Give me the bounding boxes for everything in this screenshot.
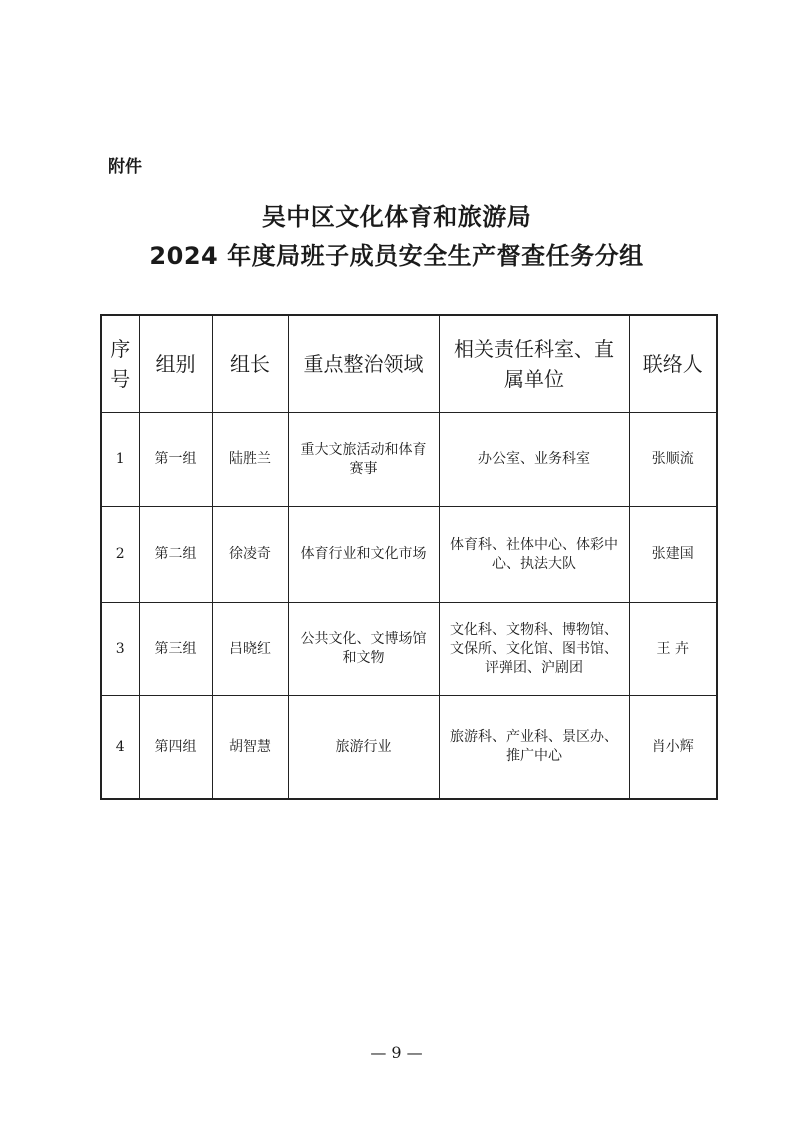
table-row: [101, 603, 717, 696]
cell-group: 第三组: [139, 603, 212, 696]
cell-leader: 胡智慧: [212, 696, 288, 800]
cell-group: 第四组: [139, 696, 212, 800]
header-area: 重点整治领域: [288, 315, 439, 413]
cell-area: 体育行业和文化市场: [288, 507, 439, 603]
cell-units: 旅游科、产业科、景区办、推广中心: [439, 696, 629, 800]
cell-area: 重大文旅活动和体育赛事: [288, 413, 439, 507]
cell-contact: 王 卉: [629, 603, 717, 696]
cell-area: 公共文化、文博场馆和文物: [288, 603, 439, 696]
table-row: [101, 413, 717, 507]
cell-seq: 3: [101, 603, 139, 696]
cell-units: 文化科、文物科、博物馆、文保所、文化馆、图书馆、评弹团、沪剧团: [439, 603, 629, 696]
cell-seq: 4: [101, 696, 139, 800]
header-contact: 联络人: [629, 315, 717, 413]
table-header-row: [101, 315, 717, 413]
cell-area: 旅游行业: [288, 696, 439, 800]
cell-contact: 张建国: [629, 507, 717, 603]
cell-contact: 肖小辉: [629, 696, 717, 800]
cell-leader: 吕晓红: [212, 603, 288, 696]
cell-seq: 1: [101, 413, 139, 507]
task-group-table: [100, 314, 718, 800]
table-row: [101, 696, 717, 800]
cell-group: 第一组: [139, 413, 212, 507]
document-title-line2: 2024 年度局班子成员安全生产督查任务分组: [149, 242, 644, 270]
cell-contact: 张顺流: [629, 413, 717, 507]
header-leader: 组长: [212, 315, 288, 413]
header-group: 组别: [139, 315, 212, 413]
header-seq: 序号: [101, 315, 139, 413]
table-row: [101, 507, 717, 603]
cell-group: 第二组: [139, 507, 212, 603]
cell-seq: 2: [101, 507, 139, 603]
cell-units: 体育科、社体中心、体彩中心、执法大队: [439, 507, 629, 603]
header-units: 相关责任科室、直属单位: [439, 315, 629, 413]
cell-leader: 陆胜兰: [212, 413, 288, 507]
cell-leader: 徐凌奇: [212, 507, 288, 603]
annex-label: 附件: [108, 157, 142, 177]
cell-units: 办公室、业务科室: [439, 413, 629, 507]
page-number: — 9 —: [370, 1043, 423, 1062]
document-title-line1: 吴中区文化体育和旅游局: [261, 203, 532, 231]
